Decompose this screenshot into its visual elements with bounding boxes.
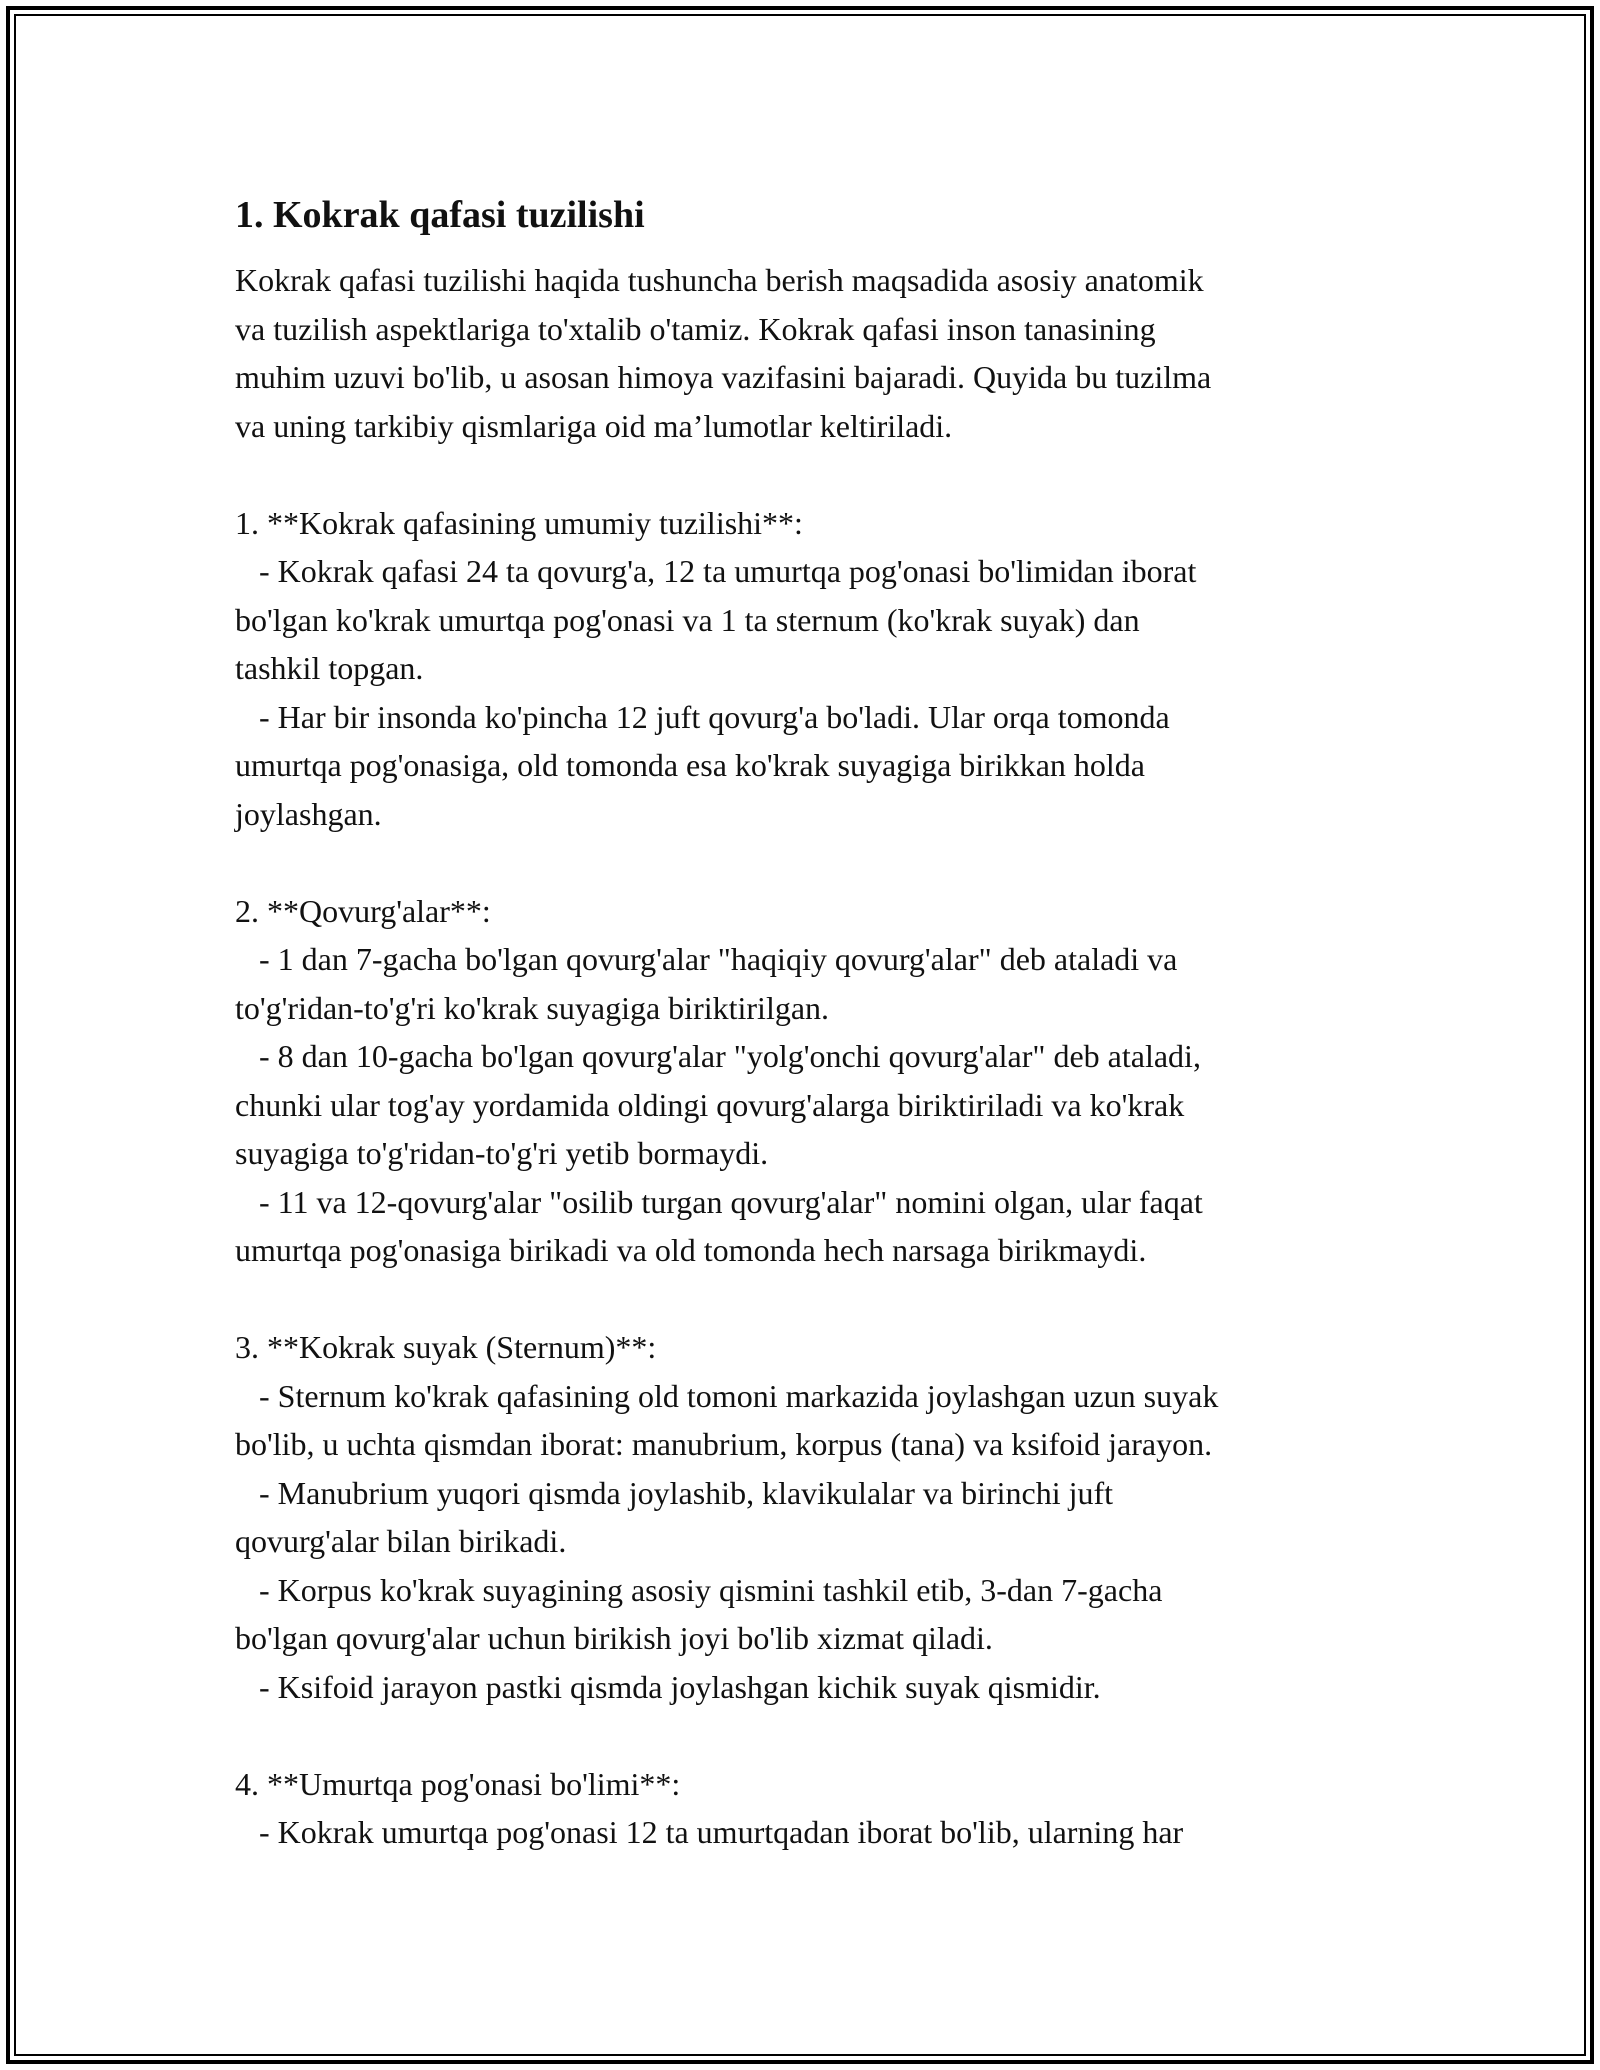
- document-body: Kokrak qafasi tuzilishi haqida tushuncha berish maqsadida asosiy anatomik va tuzilish aspektlariga to'xtalib o'tamiz. Kokrak qafasi inson tanasining muhim uzuvi bo'lib, u asosan himoya vazifasini bajaradi. Quyida bu tuzilma va uning tarkibiy qismlariga oid ma’lumotlar keltiriladi. 1. **Kokrak qafasining umumiy tuzilishi**: - Kokrak qafasi 24 ta qovurg'a, 12 ta umurtqa pog'onasi bo'limidan iborat bo'lgan ko'krak umurtqa pog'onasi va 1 ta sternum (ko'krak suyak) dan tashkil topgan. - Har bir insonda ko'pincha 12 juft qovurg'a bo'ladi. Ular orqa tomonda umurtqa pog'onasiga, old tomonda esa ko'krak suyagiga birikkan holda joylashgan. 2. **Qovurg'alar**: - 1 dan 7-gacha bo'lgan qovurg'alar "haqiqiy qovurg'alar" deb ataladi va to'g'ridan-to'g'ri ko'krak suyagiga biriktirilgan. - 8 dan 10-gacha bo'lgan qovurg'alar "yolg'onchi qovurg'alar" deb ataladi, chunki ular tog'ay yordamida oldingi qovurg'alarga biriktiriladi va ko'krak suyagiga to'g'ridan-to'g'ri yetib bormaydi. - 11 va 12-qovurg'alar "osilib turgan qovurg'alar" nomini olgan, ular faqat umurtqa pog'onasiga birikadi va old tomonda hech narsaga birikmaydi. 3. **Kokrak suyak (Sternum)**: - Sternum ko'krak qafasining old tomoni markazida joylashgan uzun suyak bo'lib, u uchta qismdan iborat: manubrium, korpus (tana) va ksifoid jarayon. - Manubrium yuqori qismda joylashib, klavikulalar va birinchi juft qovurg'alar bilan birikadi. - Korpus ko'krak suyagining asosiy qismini tashkil etib, 3-dan 7-gacha bo'lgan qovurg'alar uchun birikish joyi bo'lib xizmat qiladi. - Ksifoid jarayon pastki qismda joylashgan kichik suyak qismidir. 4. **Umurtqa pog'onasi bo'limi**: - Kokrak umurtqa pog'onasi 12 ta umurtqadan iborat bo'lib, ularning har: [235, 262, 1219, 1850]
- document-title: 1. Kokrak qafasi tuzilishi: [235, 194, 645, 236]
- document-content: [235, 188, 1385, 1857]
